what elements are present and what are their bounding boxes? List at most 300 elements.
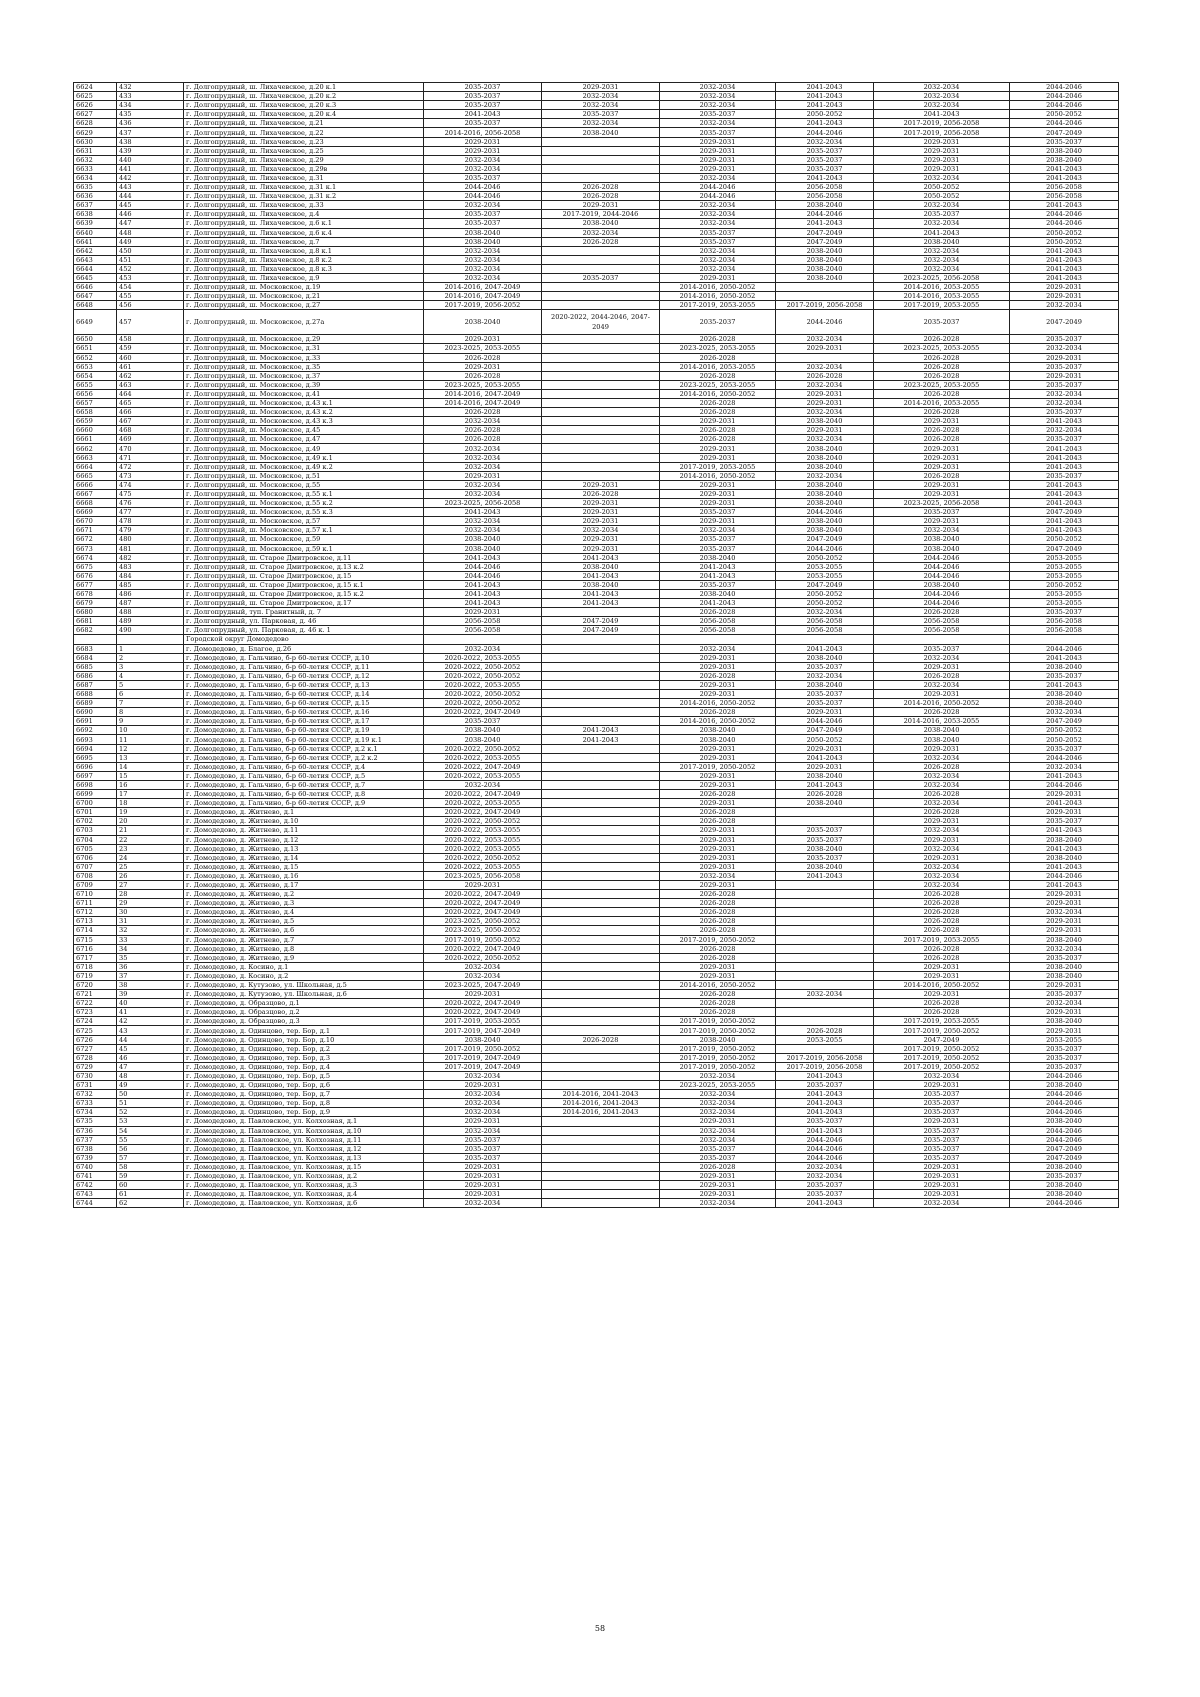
cell-number: 6643 [74,255,117,264]
cell-index: 489 [117,617,184,626]
cell-period-6: 2044-2046 [1010,92,1119,101]
cell-address: г. Домодедово, д. Гальчино, б-р 60-летия СССР, д.9 [184,799,424,808]
cell-address: г. Домодедово, д. Павловское, ул. Колхозная, д.6 [184,1199,424,1208]
cell-period-4: 2038-2040 [776,680,874,689]
table-row [74,771,1119,780]
cell-address: Городской округ Домодедово [184,635,424,644]
cell-period-4 [776,635,874,644]
cell-period-3: 2029-2031 [660,680,776,689]
cell-period-5: 2032-2034 [874,780,1010,789]
cell-period-3: 2029-2031 [660,453,776,462]
cell-period-6: 2050-2052 [1010,228,1119,237]
cell-period-5: 2032-2034 [874,246,1010,255]
cell-period-4: 2041-2043 [776,644,874,653]
cell-address: г. Домодедово, д. Благое, д.26 [184,644,424,653]
cell-period-2: 2029-2031 [542,480,660,489]
cell-index: 450 [117,246,184,255]
cell-period-1: 2014-2016, 2047-2049 [424,389,542,398]
cell-index: 24 [117,853,184,862]
page-number: 58 [594,1624,606,1633]
table-row [74,1044,1119,1053]
cell-period-4: 2017-2019, 2056-2058 [776,301,874,310]
cell-number: 6693 [74,735,117,744]
cell-address: г. Долгопрудный, ш. Московское, д.43 к.3 [184,417,424,426]
cell-period-2 [542,644,660,653]
cell-period-5: 2029-2031 [874,990,1010,999]
cell-period-1: 2020-2022, 2047-2049 [424,1008,542,1017]
cell-number: 6738 [74,1144,117,1153]
cell-address: г. Домодедово, д. Павловское, ул. Колхозная, д.2 [184,1171,424,1180]
cell-period-6: 2029-2031 [1010,899,1119,908]
cell-period-2 [542,137,660,146]
cell-period-3: 2032-2034 [660,255,776,264]
cell-period-5: 2026-2028 [874,899,1010,908]
cell-address: г. Домодедово, д. Житнево, д.15 [184,862,424,871]
cell-number: 6679 [74,599,117,608]
cell-period-4: 2047-2049 [776,237,874,246]
cell-period-4: 2038-2040 [776,499,874,508]
cell-index: 447 [117,219,184,228]
cell-number: 6741 [74,1171,117,1180]
cell-period-6: 2053-2055 [1010,1035,1119,1044]
cell-period-1: 2044-2046 [424,571,542,580]
cell-period-5: 2035-2037 [874,1135,1010,1144]
cell-period-4: 2041-2043 [776,119,874,128]
cell-number: 6703 [74,826,117,835]
cell-number: 6676 [74,571,117,580]
cell-period-1: 2029-2031 [424,1181,542,1190]
cell-period-4: 2056-2058 [776,626,874,635]
cell-period-6: 2044-2046 [1010,780,1119,789]
cell-index: 33 [117,935,184,944]
table-row [74,173,1119,182]
cell-period-1: 2026-2028 [424,435,542,444]
cell-period-3: 2023-2025, 2053-2055 [660,380,776,389]
cell-period-2 [542,662,660,671]
cell-period-6: 2029-2031 [1010,926,1119,935]
cell-period-1: 2029-2031 [424,471,542,480]
cell-index: 445 [117,201,184,210]
cell-period-5: 2038-2040 [874,544,1010,553]
cell-number: 6633 [74,164,117,173]
cell-period-3: 2041-2043 [660,571,776,580]
cell-period-4: 2038-2040 [776,480,874,489]
cell-period-5: 2026-2028 [874,890,1010,899]
cell-number: 6701 [74,808,117,817]
cell-period-2 [542,1026,660,1035]
table-row [74,1162,1119,1171]
cell-period-5: 2026-2028 [874,335,1010,344]
cell-period-3: 2029-2031 [660,137,776,146]
table-row [74,753,1119,762]
table-row [74,690,1119,699]
cell-period-3: 2014-2016, 2050-2052 [660,717,776,726]
cell-period-2 [542,371,660,380]
cell-period-2: 2041-2043 [542,589,660,598]
cell-period-6: 2035-2037 [1010,362,1119,371]
table-row [74,762,1119,771]
cell-period-3: 2026-2028 [660,371,776,380]
cell-period-6: 2032-2034 [1010,344,1119,353]
cell-address: г. Домодедово, д. Гальчино, б-р 60-летия СССР, д.16 [184,708,424,717]
cell-period-1: 2032-2034 [424,1071,542,1080]
cell-index: 455 [117,292,184,301]
cell-number: 6641 [74,237,117,246]
table-row [74,844,1119,853]
cell-index: 39 [117,990,184,999]
cell-period-5: 2032-2034 [874,101,1010,110]
cell-address: г. Долгопрудный, ул. Парковая, д. 46 [184,617,424,626]
cell-period-4 [776,817,874,826]
cell-period-2: 2047-2049 [542,626,660,635]
cell-period-1: 2020-2022, 2047-2049 [424,908,542,917]
cell-address: г. Домодедово, д. Павловское, ул. Колхозная, д.4 [184,1190,424,1199]
cell-address: г. Долгопрудный, ш. Лихачевское, д.29в [184,164,424,173]
cell-index: 481 [117,544,184,553]
cell-period-5: 2029-2031 [874,744,1010,753]
cell-number: 6653 [74,362,117,371]
cell-period-3: 2032-2034 [660,1135,776,1144]
cell-period-5: 2017-2019, 2050-2052 [874,1026,1010,1035]
cell-period-3: 2056-2058 [660,617,776,626]
cell-period-5: 2035-2037 [874,1144,1010,1153]
cell-period-3: 2017-2019, 2050-2052 [660,762,776,771]
cell-index: 10 [117,726,184,735]
table-row [74,1144,1119,1153]
cell-period-4: 2047-2049 [776,580,874,589]
cell-period-6: 2044-2046 [1010,871,1119,880]
cell-index: 439 [117,146,184,155]
table-row [74,146,1119,155]
cell-period-3: 2038-2040 [660,589,776,598]
cell-period-3: 2029-2031 [660,164,776,173]
cell-period-3: 2026-2028 [660,808,776,817]
cell-period-3: 2035-2037 [660,508,776,517]
cell-period-6: 2041-2043 [1010,173,1119,182]
cell-number: 6698 [74,780,117,789]
cell-period-3: 2026-2028 [660,399,776,408]
cell-number: 6721 [74,990,117,999]
cell-period-4: 2041-2043 [776,1108,874,1117]
cell-period-3: 2032-2034 [660,246,776,255]
cell-period-6: 2053-2055 [1010,571,1119,580]
cell-period-3: 2032-2034 [660,871,776,880]
cell-period-2 [542,671,660,680]
cell-index: 17 [117,790,184,799]
cell-period-2: 2029-2031 [542,544,660,553]
cell-period-6: 2041-2043 [1010,164,1119,173]
cell-period-4: 2038-2040 [776,799,874,808]
cell-period-5: 2035-2037 [874,310,1010,335]
cell-address: г. Долгопрудный, ш. Московское, д.29 [184,335,424,344]
cell-period-4: 2050-2052 [776,599,874,608]
cell-period-4: 2038-2040 [776,417,874,426]
cell-period-6: 2035-2037 [1010,990,1119,999]
cell-address: г. Домодедово, д. Житнево, д.6 [184,926,424,935]
cell-period-6: 2056-2058 [1010,183,1119,192]
cell-period-3: 2035-2037 [660,228,776,237]
cell-address: г. Домодедово, д. Гальчино, б-р 60-летия СССР, д.15 [184,699,424,708]
table-row [74,617,1119,626]
cell-period-1: 2029-2031 [424,1117,542,1126]
table-row [74,1126,1119,1135]
cell-period-3: 2035-2037 [660,110,776,119]
cell-period-4 [776,935,874,944]
cell-index: 61 [117,1190,184,1199]
cell-period-4: 2035-2037 [776,690,874,699]
cell-period-5: 2026-2028 [874,917,1010,926]
cell-period-1: 2035-2037 [424,101,542,110]
cell-period-4 [776,944,874,953]
cell-period-3: 2029-2031 [660,771,776,780]
cell-period-6: 2044-2046 [1010,1071,1119,1080]
cell-period-1: 2035-2037 [424,1153,542,1162]
table-row [74,589,1119,598]
table-row [74,426,1119,435]
cell-period-3: 2014-2016, 2050-2052 [660,389,776,398]
cell-period-2 [542,699,660,708]
cell-period-6: 2047-2049 [1010,508,1119,517]
cell-period-2 [542,899,660,908]
cell-period-3: 2014-2016, 2050-2052 [660,981,776,990]
cell-period-5: 2032-2034 [874,799,1010,808]
cell-period-4: 2050-2052 [776,110,874,119]
cell-index: 19 [117,808,184,817]
cell-period-3: 2014-2016, 2050-2052 [660,283,776,292]
cell-index: 486 [117,589,184,598]
cell-address: г. Домодедово, д. Образцово, д.1 [184,999,424,1008]
cell-index: 468 [117,426,184,435]
cell-period-2 [542,953,660,962]
cell-number: 6631 [74,146,117,155]
cell-index: 9 [117,717,184,726]
cell-index: 44 [117,1035,184,1044]
cell-period-2 [542,453,660,462]
cell-period-1: 2038-2040 [424,735,542,744]
cell-index: 454 [117,283,184,292]
cell-number: 6734 [74,1108,117,1117]
table-row [74,1135,1119,1144]
cell-period-5: 2029-2031 [874,480,1010,489]
cell-address: г. Долгопрудный, ш. Лихачевское, д.6 к.1 [184,219,424,228]
cell-address: г. Домодедово, д. Кутузово, ул. Школьная, д.5 [184,981,424,990]
cell-number: 6647 [74,292,117,301]
cell-address: г. Долгопрудный, ш. Лихачевское, д.7 [184,237,424,246]
cell-period-4: 2038-2040 [776,273,874,282]
cell-period-6: 2056-2058 [1010,617,1119,626]
cell-index: 27 [117,880,184,889]
cell-period-2 [542,408,660,417]
cell-number: 6724 [74,1017,117,1026]
cell-period-1: 2035-2037 [424,83,542,92]
cell-period-5: 2026-2028 [874,353,1010,362]
cell-period-6: 2038-2040 [1010,1181,1119,1190]
table-row [74,726,1119,735]
cell-period-5: 2032-2034 [874,1071,1010,1080]
cell-period-1: 2041-2043 [424,599,542,608]
cell-period-4 [776,962,874,971]
cell-address: г. Домодедово, д. Гальчино, б-р 60-летия СССР, д.5 [184,771,424,780]
cell-address: г. Долгопрудный, ул. Парковая, д. 46 к. 1 [184,626,424,635]
cell-period-3: 2032-2034 [660,210,776,219]
cell-period-5: 2029-2031 [874,164,1010,173]
cell-period-4: 2038-2040 [776,526,874,535]
cell-period-6: 2050-2052 [1010,580,1119,589]
cell-period-5: 2050-2052 [874,192,1010,201]
cell-period-6: 2038-2040 [1010,1190,1119,1199]
cell-number: 6728 [74,1053,117,1062]
cell-period-1: 2032-2034 [424,155,542,164]
cell-period-6: 2032-2034 [1010,999,1119,1008]
table-row [74,264,1119,273]
cell-period-6: 2041-2043 [1010,653,1119,662]
cell-address: г. Долгопрудный, ш. Московское, д.57 [184,517,424,526]
cell-address: г. Долгопрудный, ш. Лихачевское, д.23 [184,137,424,146]
cell-period-3: 2032-2034 [660,644,776,653]
cell-period-3: 2035-2037 [660,580,776,589]
cell-period-6: 2029-2031 [1010,371,1119,380]
table-row [74,680,1119,689]
cell-address: г. Домодедово, д. Одинцово, тер. Бор, д.1 [184,1026,424,1035]
cell-index: 35 [117,953,184,962]
cell-period-6: 2038-2040 [1010,1162,1119,1171]
cell-period-6: 2044-2046 [1010,1090,1119,1099]
cell-number: 6673 [74,544,117,553]
table-row [74,283,1119,292]
cell-number: 6735 [74,1117,117,1126]
cell-address: г. Домодедово, д. Одинцово, тер. Бор, д.10 [184,1035,424,1044]
table-row [74,999,1119,1008]
cell-period-2: 2029-2031 [542,535,660,544]
cell-period-3: 2029-2031 [660,480,776,489]
cell-period-3: 2017-2019, 2050-2052 [660,1026,776,1035]
cell-period-4: 2041-2043 [776,1199,874,1208]
cell-period-5: 2026-2028 [874,808,1010,817]
cell-number: 6706 [74,853,117,862]
cell-period-5: 2029-2031 [874,690,1010,699]
table-row [74,944,1119,953]
cell-period-1: 2020-2022, 2050-2052 [424,690,542,699]
cell-period-2 [542,362,660,371]
cell-number: 6659 [74,417,117,426]
cell-period-4: 2041-2043 [776,101,874,110]
cell-period-2 [542,799,660,808]
cell-period-1: 2032-2034 [424,489,542,498]
cell-address: г. Домодедово, д. Гальчино, б-р 60-летия СССР, д.19 [184,726,424,735]
table-row [74,1090,1119,1099]
cell-address: г. Долгопрудный, ш. Лихачевское, д.8 к.3 [184,264,424,273]
cell-period-6: 2032-2034 [1010,944,1119,953]
cell-period-3: 2038-2040 [660,726,776,735]
cell-period-6: 2035-2037 [1010,953,1119,962]
cell-period-3: 2026-2028 [660,608,776,617]
table-row [74,544,1119,553]
cell-period-3: 2026-2028 [660,926,776,935]
cell-period-2 [542,708,660,717]
cell-number: 6644 [74,264,117,273]
table-row [74,817,1119,826]
cell-period-3: 2041-2043 [660,599,776,608]
cell-period-1: 2038-2040 [424,228,542,237]
cell-address: г. Долгопрудный, ш. Московское, д.37 [184,371,424,380]
cell-period-4: 2029-2031 [776,426,874,435]
table-row [74,735,1119,744]
table-row [74,119,1119,128]
cell-period-6: 2041-2043 [1010,444,1119,453]
cell-period-3: 2017-2019, 2050-2052 [660,935,776,944]
cell-period-2 [542,690,660,699]
table-row [74,535,1119,544]
cell-address: г. Долгопрудный, ш. Лихачевское, д.20 к.1 [184,83,424,92]
cell-index: 1 [117,644,184,653]
table-row [74,799,1119,808]
cell-period-2 [542,753,660,762]
table-row [74,371,1119,380]
cell-period-3: 2029-2031 [660,1171,776,1180]
cell-address: г. Домодедово, д. Павловское, ул. Колхозная, д.12 [184,1144,424,1153]
table-row [74,571,1119,580]
table-row [74,990,1119,999]
cell-period-5: 2035-2037 [874,508,1010,517]
cell-index: 36 [117,962,184,971]
cell-address: г. Долгопрудный, ш. Лихачевское, д.33 [184,201,424,210]
cell-period-4: 2035-2037 [776,853,874,862]
cell-period-4 [776,890,874,899]
cell-period-4 [776,353,874,362]
cell-period-4: 2053-2055 [776,562,874,571]
cell-period-6: 2038-2040 [1010,853,1119,862]
table-row [74,890,1119,899]
cell-index: 473 [117,471,184,480]
cell-period-5: 2029-2031 [874,1081,1010,1090]
cell-period-5: 2029-2031 [874,1117,1010,1126]
cell-period-2 [542,844,660,853]
cell-index: 52 [117,1108,184,1117]
cell-index: 457 [117,310,184,335]
cell-period-2 [542,935,660,944]
cell-period-3: 2029-2031 [660,146,776,155]
cell-address: г. Домодедово, д. Гальчино, б-р 60-летия СССР, д.2 к.1 [184,744,424,753]
cell-period-4: 2053-2055 [776,1035,874,1044]
cell-address: г. Долгопрудный, ш. Лихачевское, д.8 к.2 [184,255,424,264]
cell-period-6: 2044-2046 [1010,1199,1119,1208]
cell-period-1: 2017-2019, 2047-2049 [424,1053,542,1062]
cell-period-2: 2032-2034 [542,526,660,535]
cell-period-3: 2029-2031 [660,517,776,526]
cell-period-6: 2041-2043 [1010,499,1119,508]
cell-period-5: 2032-2034 [874,753,1010,762]
cell-period-3: 2029-2031 [660,499,776,508]
table-row [74,137,1119,146]
cell-index: 54 [117,1126,184,1135]
cell-address: г. Долгопрудный, ш. Старое Дмитровское, д.15 к.1 [184,580,424,589]
cell-period-1: 2032-2034 [424,417,542,426]
cell-period-3: 2032-2034 [660,119,776,128]
cell-number: 6692 [74,726,117,735]
cell-address: г. Долгопрудный, ш. Старое Дмитровское, д.17 [184,599,424,608]
cell-period-3: 2032-2034 [660,83,776,92]
cell-index: 41 [117,1008,184,1017]
cell-period-1: 2017-2019, 2047-2049 [424,1062,542,1071]
cell-period-4: 2038-2040 [776,246,874,255]
cell-period-4: 2044-2046 [776,544,874,553]
cell-period-2: 2026-2028 [542,183,660,192]
table-row [74,389,1119,398]
cell-period-1: 2020-2022, 2047-2049 [424,708,542,717]
cell-index: 467 [117,417,184,426]
cell-period-6: 2041-2043 [1010,799,1119,808]
cell-period-4: 2035-2037 [776,662,874,671]
